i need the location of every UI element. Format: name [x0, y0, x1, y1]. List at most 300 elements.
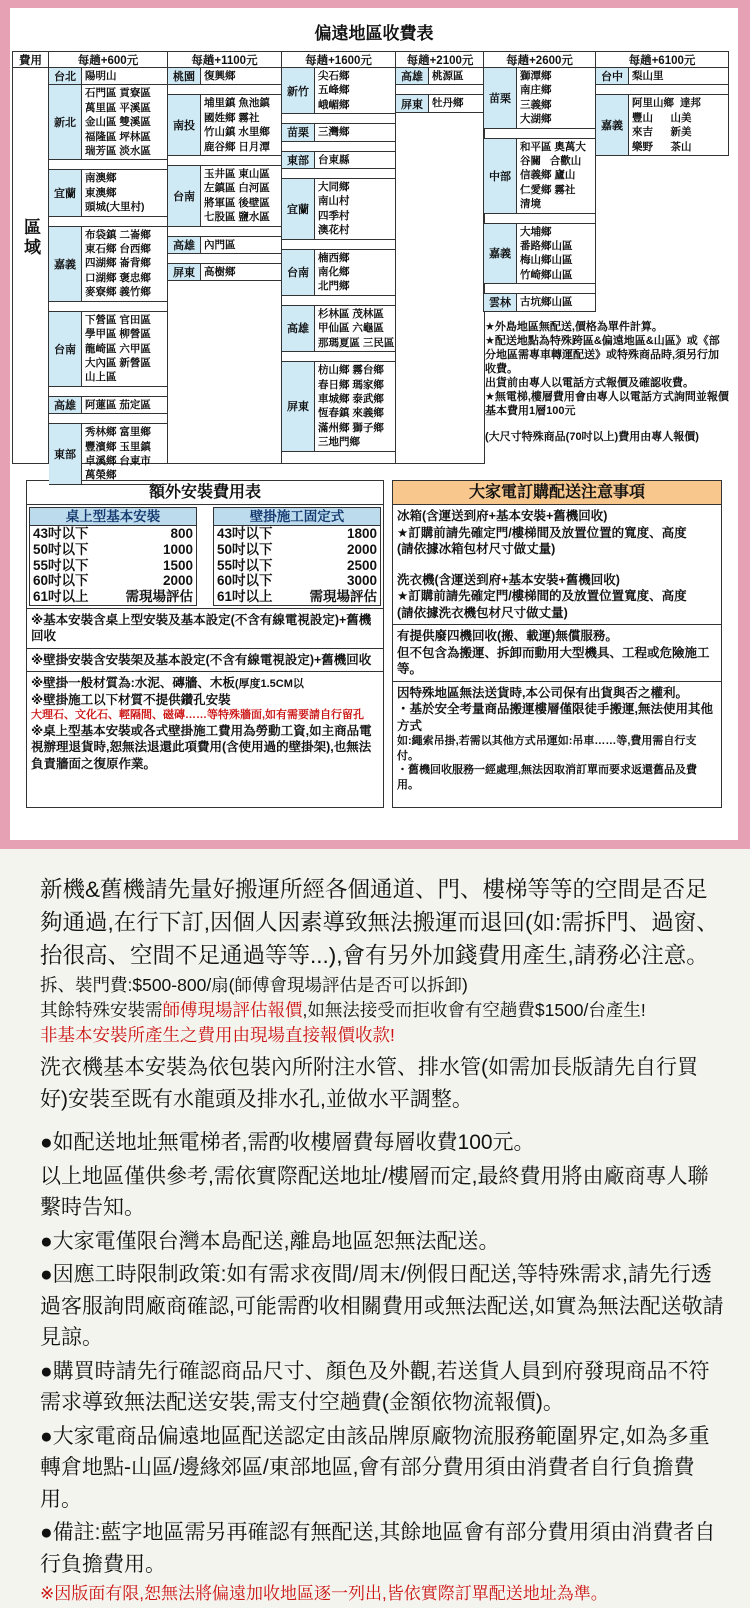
separator-row: [282, 114, 395, 124]
region-places: [629, 95, 728, 155]
paragraph-segment: 其餘特殊安裝需: [40, 1000, 163, 1020]
install-fee-row: [214, 542, 380, 558]
region-places: [201, 237, 281, 253]
region-label: 東部: [282, 152, 315, 168]
paragraph-segment: ●因應工時限制政策:如有需求夜間/周末/例假日配送,等特殊需求,請先行透過客服詢問廠商確認,可能需酌收相關費用或無法配送,如實為無法配送敬請見諒。: [40, 1263, 724, 1349]
place-line: 仁愛鄉 霧社: [520, 183, 576, 196]
region-label: 南投: [168, 95, 201, 155]
desktop-install-header: 桌上型基本安裝: [30, 508, 196, 526]
note-line: (請依據洗衣機包材尺寸做丈量): [397, 605, 568, 620]
fee-note-line: ★外島地區無配送,價格為單件計算。: [485, 320, 663, 333]
region-axis-cell: [12, 68, 49, 464]
note-line: ★訂購前請先確定門/樓梯間及放置位置的寬度、高度: [397, 525, 687, 540]
place-line: 阿蓮區 茄定區: [85, 398, 151, 411]
region-label: 新竹: [282, 68, 315, 113]
place-line: 七股區 鹽水區: [204, 211, 270, 224]
fee-column-body: [281, 68, 396, 464]
note-line: ※基本安裝含桌上型安裝及基本設定(不含有線電視設定)+舊機回收: [31, 612, 372, 644]
install-fee-value: 1000: [162, 541, 193, 557]
extra-install-fee-table: [26, 480, 384, 808]
separator-row: [168, 85, 281, 95]
region-places: [82, 424, 167, 484]
place-line: 車城鄉 泰武鄉: [318, 392, 384, 405]
place-line: 四湖鄉 崙背鄉: [85, 257, 151, 270]
region-block: [168, 237, 281, 254]
region-label: 台中: [596, 68, 629, 84]
place-line: 布袋鎮 二崙鄉: [85, 228, 151, 241]
fee-column-body: [595, 68, 729, 156]
place-line: 口湖鄉 褒忠鄉: [85, 271, 151, 284]
region-places: [517, 68, 595, 128]
place-line: 麥寮鄉 義竹鄉: [85, 286, 151, 299]
region-block: [168, 68, 281, 85]
desktop-install-subtable: [29, 507, 197, 606]
fee-column-body: [483, 68, 596, 312]
fee-column-header: 每趟+2600元: [483, 51, 596, 68]
region-places: [629, 68, 728, 84]
place-line: 國姓鄉 霧社: [204, 111, 260, 124]
install-fee-value: 2000: [346, 541, 377, 557]
region-places: [201, 166, 281, 226]
note-line: 有提供廢四機回收(搬、載運)無償服務。: [397, 629, 618, 643]
region-places: [82, 85, 167, 159]
separator-row: [483, 129, 596, 139]
install-fee-value: 800: [170, 526, 193, 541]
paragraph-segment: 以上地區僅供參考,需依實際配送地址/樓層而定,最終費用將由廠商專人聯繫時告知。: [40, 1164, 709, 1219]
separator-row: [49, 414, 167, 424]
paragraph-segment: ●備註:藍字地區需另再確認有無配送,其餘地區會有部分費用須由消費者自行負擔費用。: [40, 1521, 716, 1576]
appliance-delivery-notes: [392, 480, 722, 808]
place-line: 甲仙區 六龜區: [318, 322, 384, 335]
place-line: 樂野 茶山: [632, 140, 692, 153]
note-line: [397, 558, 717, 572]
region-places: [315, 250, 395, 295]
separator-row: [168, 156, 281, 166]
place-line: 南澳鄉: [85, 172, 117, 185]
place-line: 萬榮鄉: [85, 469, 117, 482]
place-line: 東石鄉 台西鄉: [85, 243, 151, 256]
bottom-paragraph: [40, 1024, 724, 1047]
fee-column: [595, 51, 729, 312]
region-label: 嘉義: [484, 224, 517, 284]
separator-row: [282, 169, 395, 179]
region-label: 雲林: [484, 294, 517, 310]
bottom-paragraph: [40, 1421, 724, 1516]
install-fee-row: [30, 573, 196, 589]
delivery-notes-title: 大家電訂購配送注意事項: [393, 481, 721, 505]
region-places: [517, 224, 595, 284]
region-label: 高雄: [168, 237, 201, 253]
install-size-label: 60吋以下: [33, 573, 89, 589]
delivery-note-group: [393, 505, 721, 624]
place-line: 學甲區 柳營區: [85, 328, 151, 341]
place-line: 梅山鄉山區: [520, 254, 573, 267]
place-line: 梨山里: [632, 70, 664, 82]
place-line: 桃源區: [432, 70, 464, 82]
region-block: [168, 95, 281, 156]
place-line: 萬里區 平溪區: [85, 101, 151, 114]
region-places: [82, 68, 167, 84]
place-line: 秀林鄉 富里鄉: [85, 426, 151, 439]
fee-note-line: ★配送地點為特殊跨區&偏遠地區&山區》或《部分地區需專車轉運配送》或特殊商品時,須另行加收費。: [485, 334, 720, 375]
bottom-paragraph: [40, 1052, 724, 1115]
install-fee-row: [30, 526, 196, 542]
place-line: 竹山鎮 水里鄉: [204, 126, 270, 139]
region-label: 台南: [282, 250, 315, 295]
install-size-label: 55吋以下: [33, 557, 89, 573]
bottom-paragraph: [40, 1127, 724, 1159]
bottom-paragraph: [40, 974, 724, 997]
note-line: ・舊機回收服務一經處理,無法因取消訂單而要求返還舊品及費用。: [397, 764, 698, 791]
note-line: ※壁掛安裝含安裝架及基本設定(不含有線電視設定)+舊機回收: [31, 652, 372, 667]
place-line: 大內區 新營區: [85, 356, 151, 369]
place-line: 五峰鄉: [318, 84, 350, 97]
note-line: ※壁掛施工以下材質不提供鑽孔安裝: [31, 692, 231, 707]
separator-row: [168, 254, 281, 264]
region-label: 嘉義: [596, 95, 629, 155]
fee-column: [483, 51, 596, 312]
place-line: 四季村: [318, 209, 350, 222]
region-places: [201, 95, 281, 155]
place-line: 那瑪夏區 三民區: [318, 336, 395, 349]
region-block: [49, 68, 167, 85]
region-block: [49, 227, 167, 302]
place-line: 金山區 雙溪區: [85, 116, 151, 129]
place-line: 下營區 官田區: [85, 313, 151, 326]
region-places: [315, 152, 395, 168]
region-block: [49, 170, 167, 216]
separator-row: [49, 302, 167, 312]
place-line: 番路鄉山區: [520, 240, 573, 253]
paragraph-segment: ●購買時請先行確認商品尺寸、顏色及外觀,若送貨人員到府發現商品不符需求導致無法配送安裝,需支付空趟費(金額依物流報價)。: [40, 1359, 710, 1414]
region-places: [315, 68, 395, 113]
region-label: 高雄: [396, 68, 429, 84]
fee-table-left-column: [12, 51, 49, 464]
paragraph-segment: 洗衣機基本安裝為依包裝內所附注水管、排水管(如需加長版請先自行買好)安裝至既有水龍頭及排水孔,並做水平調整。: [40, 1056, 698, 1111]
separator-row: [483, 214, 596, 224]
fee-note-line: ★無電梯,樓層費用會由專人以電話方式詢問並報價基本費用1層100元: [485, 390, 729, 417]
place-line: 三地門鄉: [318, 436, 360, 449]
place-line: 山上區: [85, 371, 117, 384]
place-line: 春日鄉 瑪家鄉: [318, 378, 384, 391]
paragraph-segment: ●大家電僅限台灣本島配送,離島地區恕無法配送。: [40, 1229, 500, 1253]
region-places: [429, 95, 484, 111]
delivery-note-group: [393, 681, 721, 796]
region-block: [282, 306, 395, 352]
region-block: [49, 424, 167, 485]
place-line: 南庄鄉: [520, 84, 552, 97]
place-line: 來吉 新美: [632, 126, 692, 139]
region-block: [49, 85, 167, 160]
place-line: 信義鄉 廬山: [520, 169, 576, 182]
place-line: 楠西鄉: [318, 251, 350, 264]
place-line: 內門區: [204, 238, 236, 251]
region-label: 台南: [49, 312, 82, 386]
install-note-group: [27, 671, 383, 775]
place-line: 大埔鄉: [520, 225, 552, 238]
region-label: 高雄: [282, 306, 315, 351]
install-fee-row: [30, 558, 196, 574]
fee-note-line: 出貨前由專人以電話方式報價及確認收費。: [485, 376, 694, 389]
install-fee-row: [30, 542, 196, 558]
fee-column-header: 每趟+2100元: [395, 51, 485, 68]
place-line: 陽明山: [85, 70, 117, 82]
region-block: [396, 68, 484, 85]
bottom-paragraph: [40, 1259, 724, 1354]
place-line: 福隆區 坪林區: [85, 130, 151, 143]
region-block: [483, 294, 596, 311]
separator-row: [282, 240, 395, 250]
region-block: [282, 250, 395, 296]
place-line: 左鎮區 白河區: [204, 182, 270, 195]
region-label: 苗栗: [282, 124, 315, 140]
place-line: 牡丹鄉: [432, 97, 464, 110]
place-line: 瑞芳區 淡水區: [85, 145, 151, 158]
install-note-group: [27, 608, 383, 648]
region-label: 東部: [49, 424, 82, 484]
region-block: [483, 224, 596, 285]
install-size-label: 50吋以下: [33, 541, 89, 557]
region-label: 高雄: [49, 397, 82, 413]
middle-tables: [26, 480, 722, 808]
region-label: 桃園: [168, 68, 201, 84]
bottom-paragraph: [40, 873, 724, 972]
region-block: [49, 312, 167, 387]
place-line: 獅潭鄉: [520, 70, 552, 82]
note-line: 洗衣機(含運送到府+基本安裝+舊機回收): [397, 572, 620, 587]
place-line: 北門鄉: [318, 280, 350, 293]
install-fee-row: [214, 526, 380, 542]
fee-column: [281, 51, 396, 464]
region-block: [282, 124, 395, 141]
fee-column-header: 每趟+600元: [48, 51, 168, 68]
note-line: ・基於安全考量商品搬運樓層僅限徒手搬運,無法使用其他方式: [397, 702, 713, 733]
region-label: 台北: [49, 68, 82, 84]
region-block: [483, 139, 596, 214]
region-places: [315, 179, 395, 239]
note-line: [31, 675, 379, 692]
place-line: 龍崎區 六甲區: [85, 342, 151, 355]
paragraph-segment: ※因版面有限,恕無法將偏遠加收地區逐一列出,皆依實際訂單配送地址為準。: [40, 1584, 608, 1603]
region-axis-label: 區域: [21, 218, 40, 258]
place-line: 枋山鄉 霧台鄉: [318, 364, 384, 377]
place-line: 恆春鎮 來義鄉: [318, 407, 384, 420]
separator-row: [282, 296, 395, 306]
install-size-label: 61吋以上: [217, 589, 273, 605]
install-fee-row: [214, 573, 380, 589]
place-line: 阿里山鄉 達邦: [632, 97, 701, 110]
fee-table-notes: [484, 320, 730, 444]
separator-row: [595, 85, 729, 95]
note-line: (請依據冰箱包材尺寸做丈量): [397, 542, 556, 556]
install-fee-value: 2000: [162, 573, 193, 589]
region-label: 中部: [484, 139, 517, 213]
fee-column: [48, 51, 168, 482]
paragraph-segment: ●大家電商品偏遠地區配送認定由該品牌原廠物流服務範圍界定,如為多重轉倉地點-山區/邊緣郊區/東部地區,會有部分費用須由消費者自行負擔費用。: [40, 1424, 710, 1511]
install-size-label: 50吋以下: [217, 541, 273, 557]
bottom-paragraph: [40, 1582, 724, 1606]
wallmount-install-header: 壁掛施工固定式: [214, 508, 380, 526]
fee-column-header: 每趟+1100元: [167, 51, 282, 68]
region-label: 苗栗: [484, 68, 517, 128]
install-fee-value: 1500: [162, 557, 193, 573]
place-line: 卓溪鄉 台東市: [85, 454, 151, 467]
bottom-paragraph: [40, 1226, 724, 1258]
region-block: [595, 95, 729, 156]
panel-inner: [10, 8, 738, 840]
fee-column: [167, 51, 282, 464]
region-label: 嘉義: [49, 227, 82, 301]
note-line: 因特殊地區無法送貨時,本公司保有出貨與否之權利。: [397, 685, 688, 700]
fee-column-body: [395, 68, 485, 464]
page-title: 偏遠地區收費表: [314, 24, 434, 43]
fee-note-line: (大尺寸特殊商品(70吋以上)費用由專人報價): [485, 430, 699, 443]
bottom-notice-text: [0, 849, 750, 1606]
place-line: 台東縣: [318, 153, 350, 166]
place-line: 高樹鄉: [204, 266, 236, 279]
place-line: 清境: [520, 198, 541, 211]
note-line: ★訂購前請先確定門/樓梯間的及放置位置寬度、高度: [397, 589, 687, 603]
region-label: 宜蘭: [282, 179, 315, 239]
region-block: [396, 95, 484, 112]
place-line: 滿州鄉 獅子鄉: [318, 421, 384, 434]
note-line: ※桌上型基本安裝或各式壁掛施工費用為勞動工資,如主商品電視辦理退貨時,恕無法退還此項費用(含使用過的壁掛架),也無法負責牆面之復原作業。: [31, 723, 372, 771]
place-line: 竹崎鄉山區: [520, 268, 573, 281]
region-block: [595, 68, 729, 85]
region-block: [168, 264, 281, 281]
place-line: 古坑鄉山區: [520, 296, 573, 309]
fee-column-body: [167, 68, 282, 464]
paragraph-segment: ●如配送地址無電梯者,需酌收樓層費每層收費100元。: [40, 1131, 535, 1154]
note-line: 冰箱(含運送到府+基本安裝+舊機回收): [397, 509, 608, 523]
region-places: [315, 362, 395, 450]
install-fee-row: [30, 589, 196, 605]
region-block: [282, 179, 395, 240]
paragraph-segment: 新機&舊機請先量好搬運所經各個通道、門、樓梯等等的空間是否足夠通過,在行下訂,因個人因素導致無法搬運而退回(如:需拆門、過窗、抬很高、空間不足通過等等...),會有另外加錢費用產生,請務必注意。: [40, 877, 719, 968]
install-fee-row: [214, 589, 380, 605]
region-block: [483, 68, 596, 129]
fee-header-label: 費用: [12, 51, 49, 68]
install-table-title: 額外安裝費用表: [27, 481, 383, 505]
separator-row: [49, 387, 167, 397]
separator-row: [483, 284, 596, 294]
note-line: 大理石、文化石、輕隔間、磁磚……等特殊牆面,如有需要請自行留孔: [31, 709, 365, 722]
fee-table-right-area: [484, 51, 730, 444]
region-places: [517, 139, 595, 213]
separator-row: [282, 142, 395, 152]
install-fee-value: 2500: [346, 557, 377, 573]
place-line: 大同鄉: [318, 181, 350, 194]
place-line: 豐濱鄉 玉里鎮: [85, 440, 151, 453]
fee-column: [395, 51, 485, 464]
install-size-label: 55吋以下: [217, 557, 273, 573]
place-line: 玉井區 東山區: [204, 168, 270, 181]
separator-row: [168, 227, 281, 237]
install-fee-value: 需現場評估: [125, 589, 193, 605]
note-line: 如:繩索吊掛,若需以其他方式吊運如:吊車……等,費用需自行支付。: [397, 735, 697, 762]
bottom-paragraph: [40, 1356, 724, 1419]
fee-column-header: 每趟+1600元: [281, 51, 396, 68]
note-line: 但不包含為搬運、拆卸而動用大型機具、工程或危險施工等。: [397, 645, 710, 676]
separator-row: [49, 160, 167, 170]
region-block: [282, 362, 395, 451]
region-places: [82, 397, 167, 413]
remote-area-fee-table: [12, 51, 736, 482]
region-places: [315, 124, 395, 140]
region-label: 屏東: [396, 95, 429, 111]
install-size-label: 61吋以上: [33, 589, 89, 605]
region-label: 新北: [49, 85, 82, 159]
place-line: 南山村: [318, 195, 350, 208]
install-size-label: 43吋以下: [33, 526, 89, 541]
place-line: 大湖鄉: [520, 113, 552, 126]
region-block: [282, 152, 395, 169]
region-label: 屏東: [168, 264, 201, 280]
region-block: [49, 397, 167, 414]
place-line: 三義鄉: [520, 98, 552, 111]
separator-row: [282, 352, 395, 362]
install-fee-row: [214, 558, 380, 574]
region-places: [82, 227, 167, 301]
delivery-note-group: [393, 624, 721, 681]
place-line: 南化鄉: [318, 266, 350, 279]
fee-column-body: [48, 68, 168, 482]
region-places: [82, 312, 167, 386]
paragraph-segment: 拆、裝門費:$500-800/扇(師傅會現場評估是否可以拆卸): [40, 975, 468, 995]
region-block: [282, 68, 395, 114]
bottom-paragraph: [40, 1161, 724, 1224]
fee-note-line: [485, 418, 729, 430]
region-places: [82, 170, 167, 215]
bottom-paragraph: [40, 1517, 724, 1580]
place-line: 和平區 奧萬大: [520, 140, 586, 153]
region-label: 屏東: [282, 362, 315, 450]
region-label: 台南: [168, 166, 201, 226]
region-places: [201, 264, 281, 280]
place-line: 杉林區 茂林區: [318, 307, 384, 320]
fee-column-header: 每趟+6100元: [595, 51, 729, 68]
install-subtables: [27, 505, 383, 608]
note-segment: (厚度1.5CM以: [234, 678, 304, 691]
place-line: 埔里鎮 魚池鎮: [204, 97, 270, 110]
place-line: 谷關 合歡山: [520, 155, 582, 168]
region-places: [315, 306, 395, 351]
place-line: 石門區 貢寮區: [85, 87, 151, 100]
install-note-group: [27, 648, 383, 672]
place-line: 鹿谷鄉 日月潭: [204, 140, 270, 153]
separator-row: [49, 217, 167, 227]
region-block: [168, 166, 281, 227]
region-places: [429, 68, 484, 84]
paragraph-segment: ,如無法接受而拒收會有空趟費$1500/台產生!: [302, 1000, 646, 1020]
paragraph-segment: 師傅現場評估報價: [162, 1000, 303, 1020]
place-line: 頭城(大里村): [85, 201, 145, 214]
install-fee-value: 1800: [346, 526, 377, 541]
place-line: 東澳鄉: [85, 186, 117, 199]
place-line: 尖石鄉: [318, 70, 350, 82]
place-line: 峨嵋鄉: [318, 98, 350, 111]
place-line: 澳花村: [318, 224, 350, 237]
region-places: [201, 68, 281, 84]
note-segment: ※壁掛一般材質為:水泥、磚牆、木板: [31, 676, 235, 691]
install-fee-value: 需現場評估: [309, 589, 377, 605]
install-size-label: 60吋以下: [217, 573, 273, 589]
wallmount-install-subtable: [213, 507, 381, 606]
bottom-paragraph: [40, 999, 724, 1022]
separator-row: [396, 85, 484, 95]
place-line: 豐山 山美: [632, 111, 692, 124]
paragraph-segment: 非基本安裝所產生之費用由現場直接報價收款!: [40, 1025, 395, 1045]
